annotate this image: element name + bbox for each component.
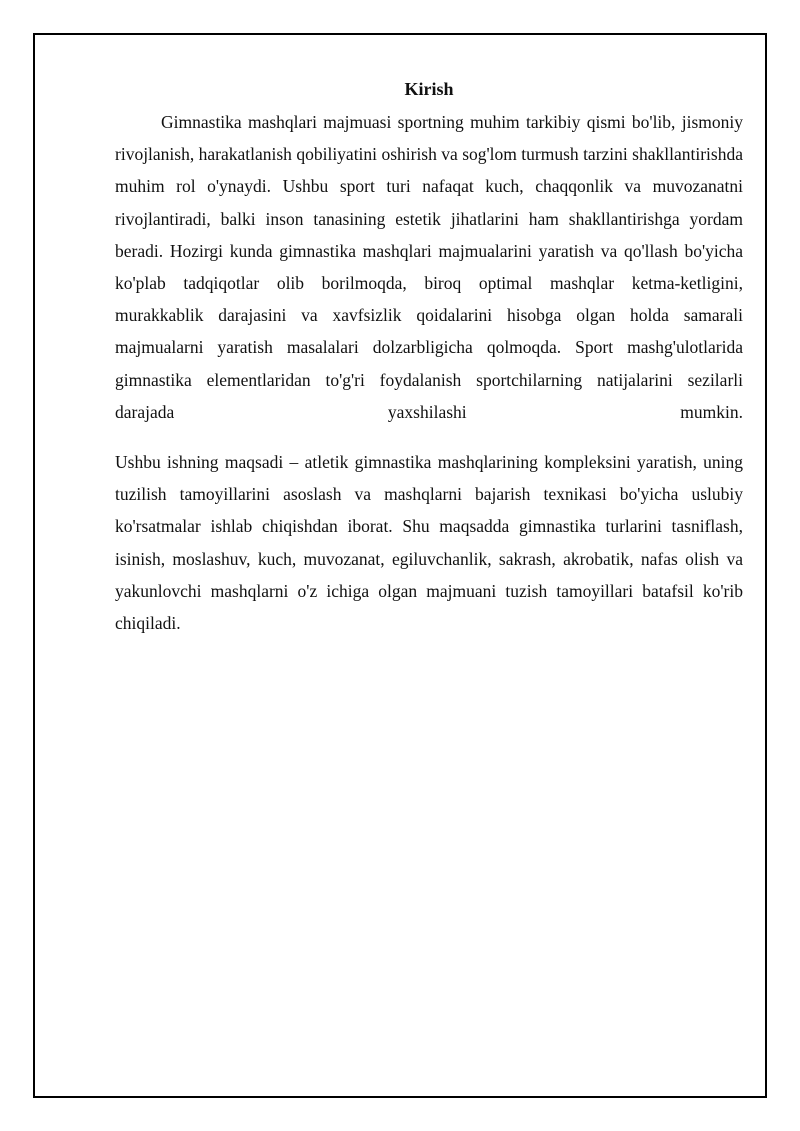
paragraph-purpose: Ushbu ishning maqsadi – atletik gimnastika mashqlarining kompleksini yaratish, uning tuzilish tamoyillarini asoslash va mashqlarni bajarish texnikasi bo'yicha uslubiy ko'rsatmalar ishlab chiqishdan iborat. Shu maqsadda gimnastika turlarini tasniflash, isinish, moslashuv, kuch, muvozanat, egiluvchanlik, sakrash, akrobatik, nafas olish va yakunlovchi mashqlarni o'z ichiga olgan majmuani tuzish tamoyillari batafsil ko'rib chiqiladi. <box>115 452 743 634</box>
document-body <box>115 74 743 639</box>
document-title: Kirish <box>404 79 454 99</box>
paragraph-introduction: Gimnastika mashqlari majmuasi sportning muhim tarkibiy qismi bo'lib, jismoniy rivojlanish, harakatlanish qobiliyatini oshirish va sog'lom turmush tarzini shakllantirishda muhim rol o'ynaydi. Ushbu sport turi nafaqat kuch, chaqqonlik va muvozanatni rivojlantiradi, balki inson tanasining estetik jihatlarini ham shakllantirishga yordam beradi. Hozirgi kunda gimnastika mashqlari majmualarini yaratish va qo'llash bo'yicha ko'plab tadqiqotlar olib borilmoqda, biroq optimal mashqlar ketma-ketligini, murakkablik darajasini va xavfsizlik qoidalarini hisobga olgan holda samarali majmualarni yaratish masalalari dolzarbligicha qolmoqda. Sport mashg'ulotlarida gimnastika elementlaridan to'g'ri foydalanish sportchilarning natijalarini sezilarli darajada yaxshilashi mumkin. <box>115 112 743 422</box>
